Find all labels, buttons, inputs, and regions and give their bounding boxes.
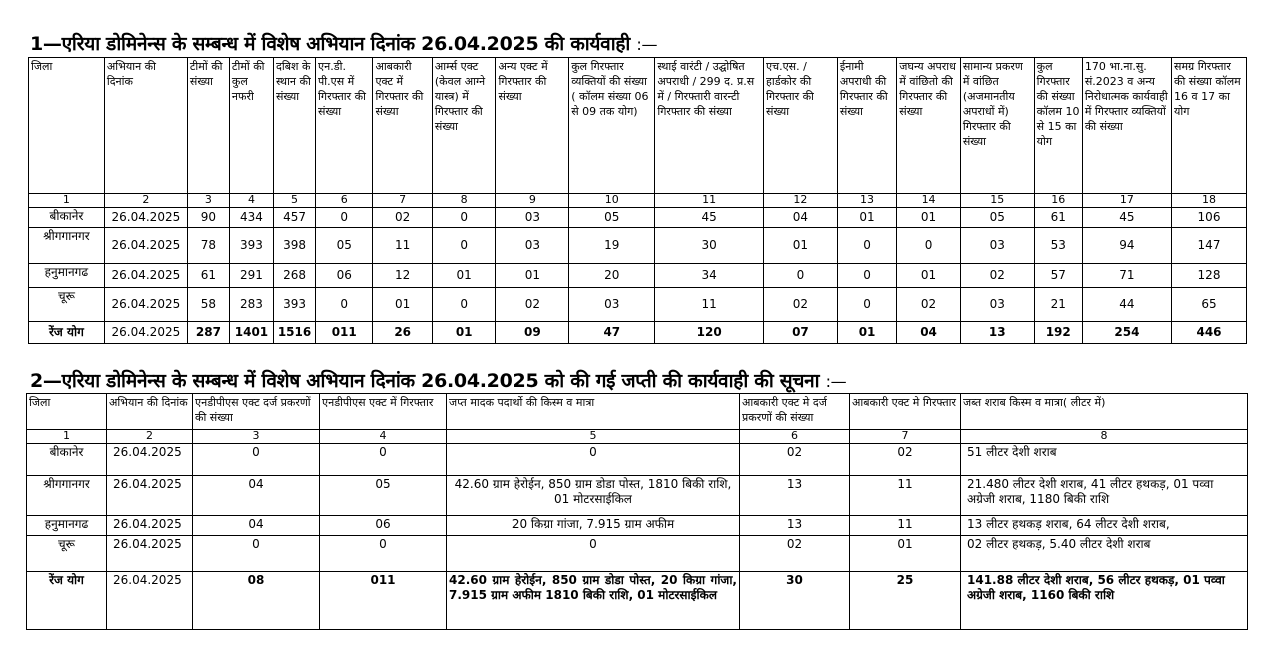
table-row [27, 536, 1248, 572]
table-cell: 0 [897, 228, 961, 264]
table-cell: 26.04.2025 [107, 444, 193, 476]
column-header: आर्म्स एक्ट (केवल आग्ने यास्त्र) में गिरफ्तार की संख्या [432, 58, 496, 194]
total-row [27, 572, 1248, 630]
table-cell: 71 [1082, 264, 1171, 288]
total-cell: 254 [1082, 322, 1171, 344]
column-number: 8 [432, 194, 496, 208]
column-header: आबकारी एक्ट में गिरफ्तार की संख्या [373, 58, 432, 194]
table-cell: 01 [897, 264, 961, 288]
section-1-heading [30, 30, 657, 56]
table-cell: 291 [229, 264, 273, 288]
section-2-suffix: :— [825, 372, 847, 391]
total-cell: 42.60 ग्राम हेरोईन, 850 ग्राम डोडा पोस्त, 20 किग्रा गांजा, 7.915 ग्राम अफीम 1810 बिकी राशि, 01 मोटरसाईकिल [447, 572, 740, 630]
table-cell: 0 [193, 536, 320, 572]
table-cell: 11 [373, 228, 432, 264]
table-cell: 01 [837, 208, 896, 228]
column-header: जघन्य अपराध में वांछितो की गिरफ्तार की संख्या [897, 58, 961, 194]
table-cell: 94 [1082, 228, 1171, 264]
column-number: 5 [274, 194, 316, 208]
table-cell: 21.480 लीटर देशी शराब, 41 लीटर हथकड़, 01 पव्वा अग्रेजी शराब, 1180 बिकी राशि [961, 476, 1248, 516]
district-cell: बीकानेर [27, 444, 107, 476]
table-cell: 57 [1034, 264, 1082, 288]
total-cell: 30 [740, 572, 850, 630]
table-cell: 02 [496, 288, 569, 322]
column-header: एनडीपीएस एक्ट में गिरफ्तार [320, 394, 447, 430]
district-cell: हनुमानगढ [29, 264, 105, 288]
column-number: 7 [373, 194, 432, 208]
column-number: 2 [107, 430, 193, 444]
column-number: 12 [764, 194, 838, 208]
column-number: 3 [193, 430, 320, 444]
column-number: 10 [569, 194, 655, 208]
table-row [29, 208, 1247, 228]
table-header-row [29, 58, 1247, 194]
column-number: 1 [29, 194, 105, 208]
arrest-summary-table [28, 57, 1247, 344]
table-cell: 26.04.2025 [104, 288, 187, 322]
table-cell: 26.04.2025 [104, 208, 187, 228]
table-cell: 26.04.2025 [104, 228, 187, 264]
table-cell: 20 किग्रा गांजा, 7.915 ग्राम अफीम [447, 516, 740, 536]
column-header: कुल गिरफ्तार की संख्या कॉलम 10 से 15 का योग [1034, 58, 1082, 194]
total-cell: 1401 [229, 322, 273, 344]
column-number: 18 [1172, 194, 1247, 208]
table-cell: 0 [432, 288, 496, 322]
table-cell: 61 [1034, 208, 1082, 228]
table-cell: 0 [447, 536, 740, 572]
column-header: 170 भा.ना.सु. सं.2023 व अन्य निरोधात्मक कार्यवाही में गिरफ्तार व्यक्तियों की संख्या [1082, 58, 1171, 194]
table-cell: 02 [960, 264, 1034, 288]
table-cell: 0 [837, 288, 896, 322]
column-header: टीमों की संख्या [187, 58, 229, 194]
column-number: 9 [496, 194, 569, 208]
total-cell: 07 [764, 322, 838, 344]
column-number: 2 [104, 194, 187, 208]
table-cell: 26.04.2025 [107, 516, 193, 536]
total-cell: 13 [960, 322, 1034, 344]
table-row [27, 516, 1248, 536]
table-cell: 30 [655, 228, 764, 264]
column-number: 11 [655, 194, 764, 208]
table-cell: 147 [1172, 228, 1247, 264]
column-header: ईनामी अपराधी की गिरफ्तार की संख्या [837, 58, 896, 194]
table-cell: 02 [373, 208, 432, 228]
table-cell: 03 [960, 288, 1034, 322]
table-cell: 434 [229, 208, 273, 228]
table-cell: 19 [569, 228, 655, 264]
table-cell: 398 [274, 228, 316, 264]
table-cell: 20 [569, 264, 655, 288]
table-row [27, 476, 1248, 516]
table-cell: 06 [320, 516, 447, 536]
total-cell: 26.04.2025 [107, 572, 193, 630]
district-cell: श्रीगगानगर [27, 476, 107, 516]
table-cell: 01 [850, 536, 961, 572]
column-number: 14 [897, 194, 961, 208]
column-header: स्थाई वारंटी / उद्घोषित अपराधी / 299 द. प्र.स में / गिरफ्तारी वारन्टी गिरफ्तार की संख्या [655, 58, 764, 194]
table-row [29, 288, 1247, 322]
table-cell: 13 [740, 516, 850, 536]
table-cell: 283 [229, 288, 273, 322]
total-cell: 47 [569, 322, 655, 344]
total-row [29, 322, 1247, 344]
table-cell: 13 [740, 476, 850, 516]
table-cell: 05 [569, 208, 655, 228]
table-cell: 11 [850, 476, 961, 516]
total-cell: 01 [432, 322, 496, 344]
table-cell: 06 [316, 264, 373, 288]
column-header: जब्त शराब किस्म व मात्रा( लीटर में) [961, 394, 1248, 430]
table-cell: 0 [764, 264, 838, 288]
section-2-heading [30, 367, 846, 393]
table-cell: 45 [1082, 208, 1171, 228]
seizure-summary-table [26, 393, 1248, 630]
total-cell: 446 [1172, 322, 1247, 344]
column-number: 4 [229, 194, 273, 208]
total-cell: 011 [316, 322, 373, 344]
column-number: 5 [447, 430, 740, 444]
table-cell: 11 [850, 516, 961, 536]
table-cell: 26.04.2025 [107, 476, 193, 516]
column-number: 16 [1034, 194, 1082, 208]
range-total-label: रेंज योग [27, 572, 107, 630]
table-cell: 01 [897, 208, 961, 228]
table-cell: 65 [1172, 288, 1247, 322]
table-cell: 02 [897, 288, 961, 322]
district-cell: हनुमानगढ [27, 516, 107, 536]
table-cell: 03 [496, 228, 569, 264]
column-number: 13 [837, 194, 896, 208]
table-cell: 34 [655, 264, 764, 288]
total-cell: 120 [655, 322, 764, 344]
column-header: अन्य एक्ट में गिरफ्तार की संख्या [496, 58, 569, 194]
total-cell: 04 [897, 322, 961, 344]
column-header: कुल गिरफ्तार व्यक्तियों की संख्या ( कॉलम संख्या 06 से 09 तक योग) [569, 58, 655, 194]
table-cell: 0 [432, 228, 496, 264]
total-cell: 141.88 लीटर देशी शराब, 56 लीटर हथकड़, 01 पव्वा अग्रेजी शराब, 1160 बिकी राशि [961, 572, 1248, 630]
total-cell: 1516 [274, 322, 316, 344]
total-cell: 287 [187, 322, 229, 344]
table-row [29, 228, 1247, 264]
total-cell: 25 [850, 572, 961, 630]
table-cell: 01 [373, 288, 432, 322]
table-cell: 02 लीटर हथकड़, 5.40 लीटर देशी शराब [961, 536, 1248, 572]
column-header: एच.एस. / हार्डकोर की गिरफ्तार की संख्या [764, 58, 838, 194]
column-header: अभियान की दिनांक [104, 58, 187, 194]
table-cell: 03 [569, 288, 655, 322]
table-cell: 04 [193, 476, 320, 516]
table-cell: 04 [193, 516, 320, 536]
total-cell: 08 [193, 572, 320, 630]
table-cell: 05 [960, 208, 1034, 228]
table-cell: 02 [850, 444, 961, 476]
table-cell: 44 [1082, 288, 1171, 322]
section-1-title: 1—एरिया डोमिनेन्स के सम्बन्ध में विशेष अभियान दिनांक 26.04.2025 की कार्यवाही [30, 33, 631, 55]
column-number-row [29, 194, 1247, 208]
column-number: 17 [1082, 194, 1171, 208]
district-cell: बीकानेर [29, 208, 105, 228]
table-cell: 03 [960, 228, 1034, 264]
table-cell: 02 [764, 288, 838, 322]
section-1-suffix: :— [636, 35, 658, 54]
table-cell: 03 [496, 208, 569, 228]
table-cell: 0 [320, 536, 447, 572]
table-cell: 01 [496, 264, 569, 288]
table-cell: 05 [316, 228, 373, 264]
table-row [27, 444, 1248, 476]
column-header: एनडीपीएस एक्ट दर्ज प्रकरणों की संख्या [193, 394, 320, 430]
table-cell: 42.60 ग्राम हेरोईन, 850 ग्राम डोडा पोस्त, 1810 बिकी राशि, 01 मोटरसाईकिल [447, 476, 740, 516]
column-header: सामान्य प्रकरण में वांछित (अजमानतीय अपराधों में) गिरफ्तार की संख्या [960, 58, 1034, 194]
total-cell: 26 [373, 322, 432, 344]
table-cell: 26.04.2025 [107, 536, 193, 572]
total-cell: 192 [1034, 322, 1082, 344]
column-header: आबकारी एक्ट मे दर्ज प्रकरणों की संख्या [740, 394, 850, 430]
table-cell: 0 [837, 264, 896, 288]
table-cell: 0 [432, 208, 496, 228]
column-number: 1 [27, 430, 107, 444]
table-cell: 0 [316, 288, 373, 322]
table-cell: 106 [1172, 208, 1247, 228]
table-cell: 53 [1034, 228, 1082, 264]
table-row [29, 264, 1247, 288]
table-cell: 90 [187, 208, 229, 228]
table-cell: 21 [1034, 288, 1082, 322]
table-cell: 02 [740, 444, 850, 476]
table-cell: 61 [187, 264, 229, 288]
table-cell: 04 [764, 208, 838, 228]
table-cell: 11 [655, 288, 764, 322]
total-cell: 01 [837, 322, 896, 344]
column-header: जप्त मादक पदार्थो की किस्म व मात्रा [447, 394, 740, 430]
range-total-label: रेंज योग [29, 322, 105, 344]
table-cell: 45 [655, 208, 764, 228]
table-cell: 58 [187, 288, 229, 322]
column-header: एन.डी. पी.एस में गिरफ्तार की संख्या [316, 58, 373, 194]
total-cell: 09 [496, 322, 569, 344]
section-2-title: 2—एरिया डोमिनेन्स के सम्बन्ध में विशेष अभियान दिनांक 26.04.2025 को की गई जप्ती की कार्यवाही की सूचना [30, 370, 820, 392]
table-header-row [27, 394, 1248, 430]
column-number-row [27, 430, 1248, 444]
district-cell: चूरू [27, 536, 107, 572]
total-cell: 26.04.2025 [104, 322, 187, 344]
table-cell: 78 [187, 228, 229, 264]
table-cell: 0 [316, 208, 373, 228]
column-number: 6 [740, 430, 850, 444]
table-cell: 393 [229, 228, 273, 264]
table-cell: 0 [320, 444, 447, 476]
table-cell: 13 लीटर हथकड़ शराब, 64 लीटर देशी शराब, [961, 516, 1248, 536]
table-cell: 0 [837, 228, 896, 264]
district-cell: चूरू [29, 288, 105, 322]
column-header: जिला [27, 394, 107, 430]
column-header: टीमों की कुल नफरी [229, 58, 273, 194]
table-cell: 51 लीटर देशी शराब [961, 444, 1248, 476]
table-cell: 02 [740, 536, 850, 572]
table-cell: 0 [447, 444, 740, 476]
column-header: जिला [29, 58, 105, 194]
column-number: 15 [960, 194, 1034, 208]
column-number: 7 [850, 430, 961, 444]
table-cell: 01 [432, 264, 496, 288]
column-header: अभियान की दिनांक [107, 394, 193, 430]
table-cell: 0 [193, 444, 320, 476]
table-cell: 128 [1172, 264, 1247, 288]
table-cell: 268 [274, 264, 316, 288]
table-cell: 26.04.2025 [104, 264, 187, 288]
column-header: दबिश के स्थान की संख्या [274, 58, 316, 194]
total-cell: 011 [320, 572, 447, 630]
table-cell: 457 [274, 208, 316, 228]
district-cell: श्रीगगानगर [29, 228, 105, 264]
column-number: 8 [961, 430, 1248, 444]
table-cell: 12 [373, 264, 432, 288]
column-number: 3 [187, 194, 229, 208]
table-cell: 05 [320, 476, 447, 516]
column-number: 4 [320, 430, 447, 444]
column-header: आबकारी एक्ट मे गिरफ्तार [850, 394, 961, 430]
column-header: समग्र गिरफ्तार की संख्या कॉलम 16 व 17 का योग [1172, 58, 1247, 194]
column-number: 6 [316, 194, 373, 208]
table-cell: 393 [274, 288, 316, 322]
table-cell: 01 [764, 228, 838, 264]
